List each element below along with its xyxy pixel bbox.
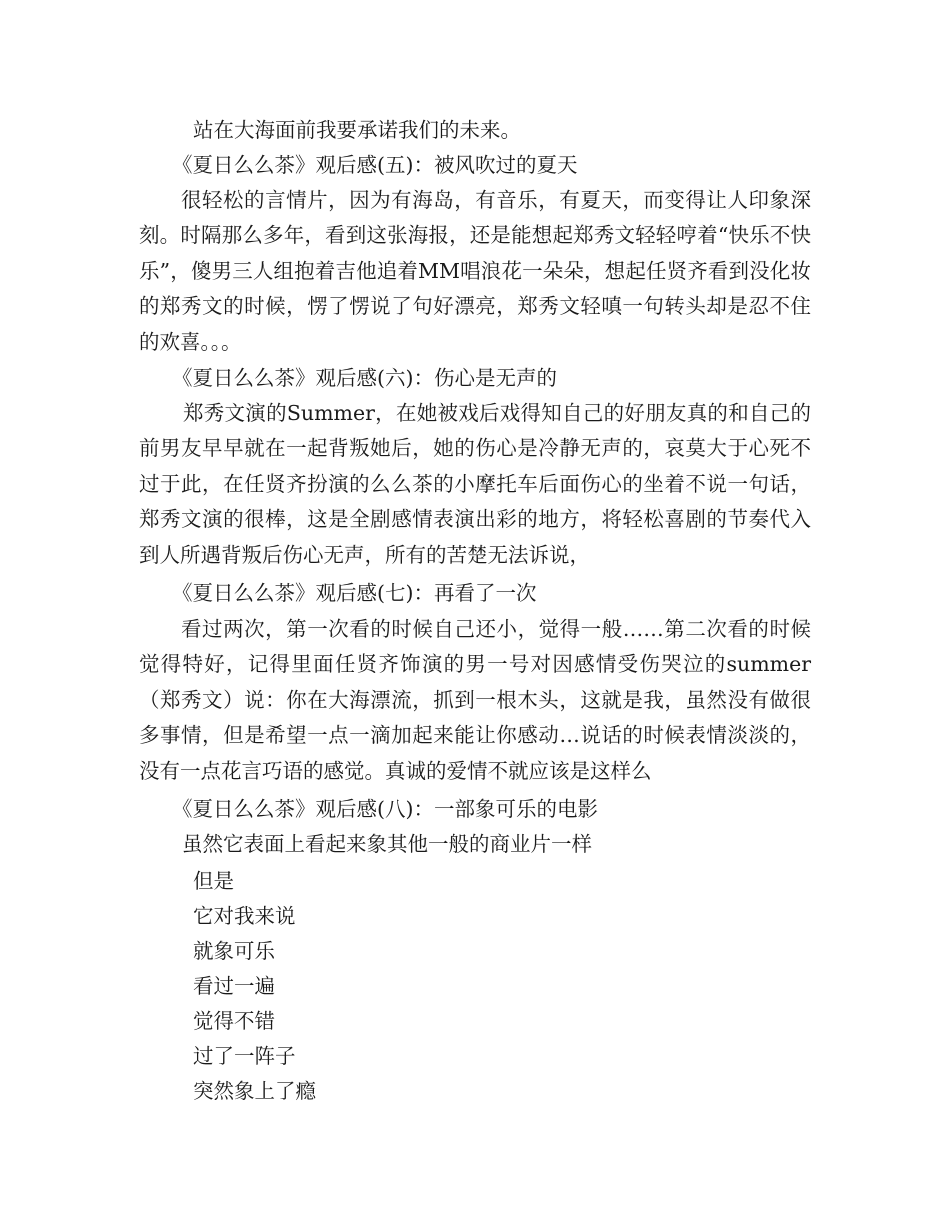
verse-line: 看过一遍 [193, 974, 275, 998]
verse-line: 但是 [193, 869, 234, 893]
verse-line: 觉得不错 [193, 1009, 275, 1033]
paragraph-text: 很轻松的言情片，因为有海岛，有音乐，有夏天，而变得让人印象深刻。时隔那么多年，看到这张海报，还是能想起郑秀文轻轻哼着“快乐不快乐”，傻男三人组抱着吉他追着MM唱浪花一朵朵，想起任贤齐看到没化妆的郑秀文的时候，愣了愣说了句好漂亮，郑秀文轻嗔一句转头却是忍不住的欢喜。。。 [139, 188, 811, 354]
paragraph-text: 郑秀文演的Summer，在她被戏后戏得知自己的好朋友真的和自己的前男友早早就在一起背叛她后，她的伤心是冷静无声的，哀莫大于心死不过于此，在任贤齐扮演的么么茶的小摩托车后面伤心的坐着不说一句话，郑秀文演的很棒，这是全剧感情表演出彩的地方，将轻松喜剧的节奏代入到人所遇背叛后伤心无声，所有的苦楚无法诉说， [139, 401, 811, 567]
section-heading: 《夏日么么茶》观后感(五)：被风吹过的夏天 [172, 153, 578, 177]
paragraph [139, 612, 811, 789]
paragraph [139, 396, 811, 573]
paragraph-text: 看过两次，第一次看的时候自己还小，觉得一般……第二次看的时候觉得特好，记得里面任贤齐饰演的男一号对因感情受伤哭泣的summer（郑秀文）说：你在大海漂流，抓到一根木头，这就是我，虽然没有做很多事情，但是希望一点一滴加起来能让你感动…说话的时候表情淡淡的，没有一点花言巧语的感觉。真诚的爱情不就应该是这样么 [139, 617, 811, 783]
section-heading: 《夏日么么茶》观后感(八)：一部象可乐的电影 [172, 797, 598, 821]
paragraph [139, 183, 811, 360]
verse-line: 突然象上了瘾 [193, 1079, 316, 1103]
section-heading: 《夏日么么茶》观后感(七)：再看了一次 [172, 581, 537, 605]
text-line: 站在大海面前我要承诺我们的未来。 [193, 118, 521, 142]
section-heading: 《夏日么么茶》观后感(六)：伤心是无声的 [172, 366, 557, 390]
verse-line: 它对我来说 [193, 904, 296, 928]
verse-line: 就象可乐 [193, 939, 275, 963]
text-line: 虽然它表面上看起来象其他一般的商业片一样 [182, 832, 592, 856]
verse-line: 过了一阵子 [193, 1044, 296, 1068]
